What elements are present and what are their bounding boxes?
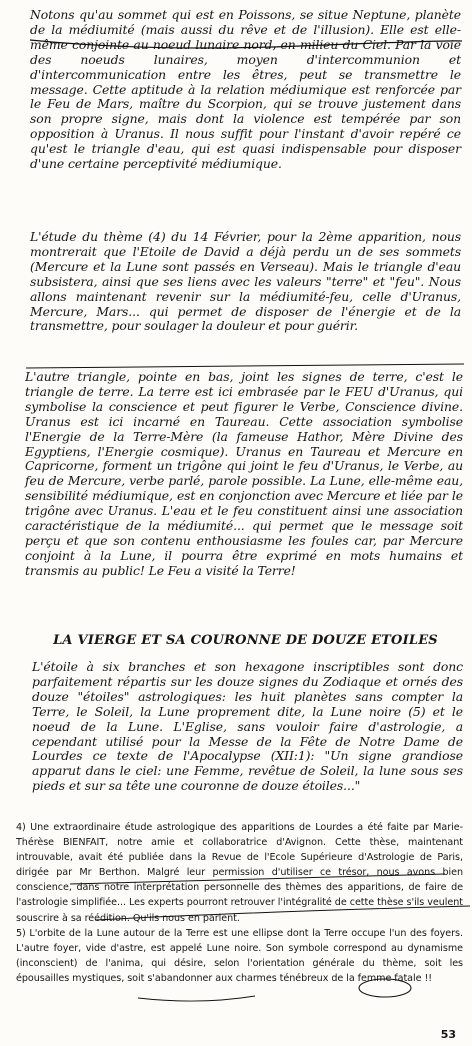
page-number: 53	[440, 1028, 456, 1041]
footnote-5: 5) L'orbite de la Lune autour de la Terre est une ellipse dont la Terre occupe l'un des foyers. L'autre foyer, vide d'astre, est appelé Lune noire. Son symbole correspond au dynamisme (inconscient) de l'anima, qui désire, selon l'orientation générale du thème, soit les épousailles mystiques, soit s'abandonner aux charmes ténébreux de la femme fatale !!	[16, 927, 463, 984]
paragraph-couronne-douze-etoiles: L'étoile à six branches et son hexagone inscriptibles sont donc parfaitement répartis sur les douze signes du Zodiaque et ornés des douze "étoiles" astrologiques: les huit planètes sans compter la Terre, le Soleil, la Lune proprement dite, la Lune noire (5) et le noeud de la Lune. L'Eglise, sans vouloir faire d'astrologie, a cependant utilisé pour la Messe de la Fête de Notre Dame de Lourdes ce texte de l'Apocalypse (XII:1): "Un signe grandiose apparut dans le ciel: une Femme, revêtue de Soleil, la lune sous ses pieds et sur sa tête une couronne de douze étoiles..."	[32, 659, 463, 794]
paragraph-theme-14-fevrier: L'étude du thème (4) du 14 Février, pour la 2ème apparition, nous montrerait que l'Etoile de David a déjà perdu un de ses sommets (Mercure et la Lune sont passés en Verseau). Mais le triangle d'eau subsistera, ainsi que ses liens avec les valeurs "terre" et "feu". Nous allons maintenant revenir sur la médiumité-feu, celle d'Uranus, Mercure, Mars... qui permet de disposer de l'énergie et de la transmettre, pour soulager la douleur et pour guérir.	[30, 229, 461, 334]
underline-mark	[138, 996, 255, 1001]
section-heading: LA VIERGE ET SA COURONNE DE DOUZE ETOILES	[53, 633, 438, 648]
footnote-4: 4) Une extraordinaire étude astrologique des apparitions de Lourdes a été faite par Marie-Thérèse BIENFAIT, notre amie et collaboratrice d'Avignon. Cette thèse, maintenant introuvable, avait été publiée dans la Revue de l'Ecole Supérieure d'Astrologie de Paris, dirigée par Mr Berthon. Malgré leur permission d'utiliser ce trésor, nous avons bien conscience, dans notre interprétation personnelle des thèmes des apparitions, de faire de l'astrologie simplifiée... Les experts pourront retrouver l'intégralité de cette thèse s'ils veulent souscrire à sa réédition. Qu'ils nous en parlent.	[16, 822, 463, 924]
paragraph-neptune: Notons qu'au sommet qui est en Poissons, se situe Neptune, planète de la médiumité (mais aussi du rêve et de l'illusion). Elle est elle-même conjointe au noeud lunaire nord, en milieu du Ciel. Par la voie des noeuds lunaires, moyen d'intercommunion et d'intercommunication entre les êtres, peut se transmettre le message. Cette aptitude à la relation médiumique est renforcée par le Feu de Mars, maître du Scorpion, qui se trouve justement dans son propre signe, mais dont la violence est tempérée par son opposition à Uranus. Il nous suffit pour l'instant d'avoir repéré ce qu'est le triangle d'eau, qui est quasi indispensable pour disposer d'une certaine perceptivité médiumique.	[30, 7, 461, 172]
underline-mark	[26, 364, 464, 368]
footnotes	[16, 820, 463, 986]
paragraph-triangle-de-terre: L'autre triangle, pointe en bas, joint les signes de terre, c'est le triangle de terre. La terre est ici embrasée par le FEU d'Uranus, qui symbolise la conscience et peut figurer le Verbe, Conscience divine. Uranus est ici incarné en Taureau. Cette association symbolise l'Energie de la Terre-Mère (la fameuse Hathor, Mère Divine des Egyptiens, l'Energie cosmique). Uranus en Taureau et Mercure en Capricorne, forment un trigône qui joint le feu d'Uranus, le Verbe, au feu de Mercure, verbe parlé, parole possible. La Lune, elle-même eau, sensibilité médiumique, est en conjonction avec Mercure et liée par le trigône avec Uranus. L'eau et le feu constituent ainsi une association caractéristique de la médiumité... qui permet que le message soit perçu et que son contenu enthousiasme les foules car, par Mercure conjoint à la Lune, il pourra être exprimé en mots humains et transmis au public! Le Feu a visité la Terre!	[25, 369, 463, 578]
